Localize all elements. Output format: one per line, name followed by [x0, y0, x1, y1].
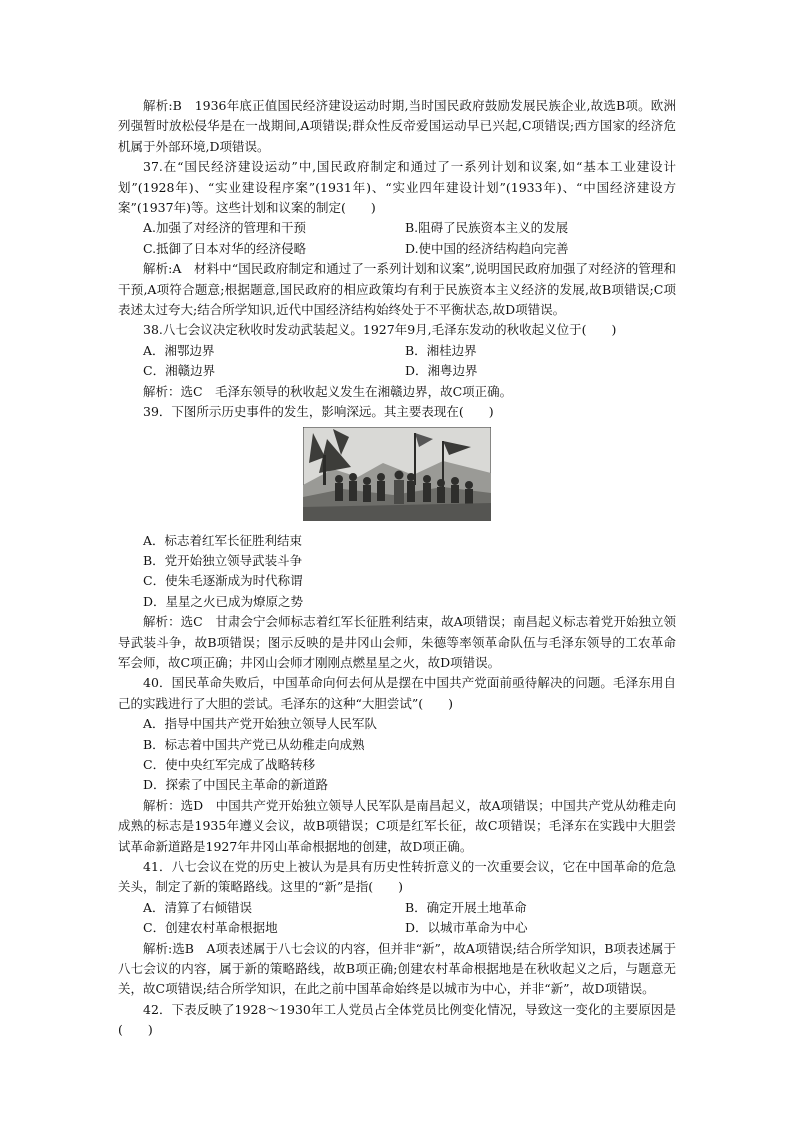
option-37-d: D.使中国的经济结构趋向完善 [405, 240, 569, 256]
option-41-c: C．创建农村革命根据地 [143, 920, 278, 936]
question-37: 37.在“国民经济建设运动”中,国民政府制定和通过了一系列计划和议案,如“基本工业建设计划”(1928年)、“实业建设程序案”(1931年)、“实业四年建设计划”(1933年)、“中国经济建设方案”(1937年)等。这些计划和议案的制定( ) [118, 159, 676, 216]
option-37-a: A.加强了对经济的管理和干预 [143, 220, 307, 236]
answer-39: 解析：选C 甘肃会宁会师标志着红军长征胜利结束，故A项错误；南昌起义标志着党开始独立领导武装斗争，故B项错误；图示反映的是井冈山会师，朱德等率领革命队伍与毛泽东领导的工农革命军会师，故C项正确；井冈山会师才刚刚点燃星星之火，故D项错误。 [118, 614, 676, 670]
option-40-b: B．标志着中国共产党已从幼稚走向成熟 [143, 736, 365, 752]
options-37 [118, 218, 676, 238]
option-40-a: A．指导中国共产党开始独立领导人民军队 [143, 716, 378, 732]
option-40-d: D．探索了中国民主革命的新道路 [143, 777, 329, 793]
option-38-a: A．湘鄂边界 [143, 342, 215, 358]
question-41: 41．八七会议在党的历史上被认为是具有历史性转折意义的一次重要会议，它在中国革命的危急关头，制定了新的策略路线。这里的“新”是指( ) [118, 859, 676, 895]
question-40: 40．国民革命失败后，中国革命向何去何从是摆在中国共产党面前亟待解决的问题。毛泽东用自己的实践进行了大胆的尝试。毛泽东的这种“大胆尝试”( ) [118, 675, 676, 711]
option-39-b: B．党开始独立领导武装斗争 [143, 552, 303, 568]
option-37-c: C.抵御了日本对华的经济侵略 [143, 240, 307, 256]
question-39: 39．下图所示历史事件的发生，影响深远。其主要表现在( ) [143, 404, 494, 420]
answer-36: 解析:B 1936年底正值国民经济建设运动时期,当时国民政府鼓励发展民族企业,故选B项。欧洲列强暂时放松侵华是在一战期间,A项错误;群众性反帝爱国运动早已兴起,C项错误;西方国家的经济危机属于外部环境,D项错误。 [118, 98, 676, 154]
document-page [118, 96, 676, 1041]
option-39-d: D．星星之火已成为燎原之势 [143, 593, 304, 609]
options-38 [118, 341, 676, 361]
historical-painting-figure [118, 427, 676, 521]
question-42: 42．下表反映了1928～1930年工人党员占全体党员比例变化情况，导致这一变化的主要原因是( ) [118, 1001, 676, 1038]
answer-41: 解析:选B A项表述属于八七会议的内容，但并非“新”，故A项错误;结合所学知识，B项表述属于八七会议的内容，属于新的策略路线，故B项正确;创建农村革命根据地是在秋收起义之后，与题意无关，故C项错误;结合所学知识，在此之前中国革命始终是以城市为中心，并非“新”，故D项错误。 [118, 940, 676, 997]
options-41 [118, 898, 676, 918]
answer-37: 解析:A 材料中“国民政府制定和通过了一系列计划和议案”,说明国民政府加强了对经济的管理和干预,A项符合题意;根据题意,国民政府的相应政策均有利于民族资本主义经济的发展,故B项错误;C项表述太过夸大;结合所学知识,近代中国经济结构始终处于不平衡状态,故D项错误。 [118, 261, 676, 318]
question-38: 38.八七会议决定秋收时发动武装起义。1927年9月,毛泽东发动的秋收起义位于( ) [143, 322, 617, 338]
answer-38: 解析：选C 毛泽东领导的秋收起义发生在湘赣边界，故C项正确。 [143, 383, 513, 399]
option-38-d: D．湘粤边界 [405, 363, 478, 379]
option-38-c: C．湘赣边界 [143, 363, 216, 379]
jinggangshan-meeting-painting [303, 427, 491, 521]
option-37-b: B.阻碍了民族资本主义的发展 [405, 220, 569, 236]
option-39-c: C．使朱毛逐渐成为时代称谓 [143, 573, 303, 589]
option-41-d: D．以城市革命为中心 [405, 920, 528, 936]
option-39-a: A．标志着红军长征胜利结束 [143, 532, 303, 548]
option-38-b: B．湘桂边界 [405, 342, 477, 358]
answer-40: 解析：选D 中国共产党开始独立领导人民军队是南昌起义，故A项错误；中国共产党从幼稚走向成熟的标志是1935年遵义会议，故B项错误；C项是红军长征，故C项错误；毛泽东在实践中大胆尝试革命新道路是1927年井冈山革命根据地的创建，故D项正确。 [118, 797, 676, 854]
option-41-b: B．确定开展土地革命 [405, 899, 527, 915]
option-40-c: C．使中央红军完成了战略转移 [143, 756, 316, 772]
option-41-a: A．清算了右倾错误 [143, 899, 253, 915]
